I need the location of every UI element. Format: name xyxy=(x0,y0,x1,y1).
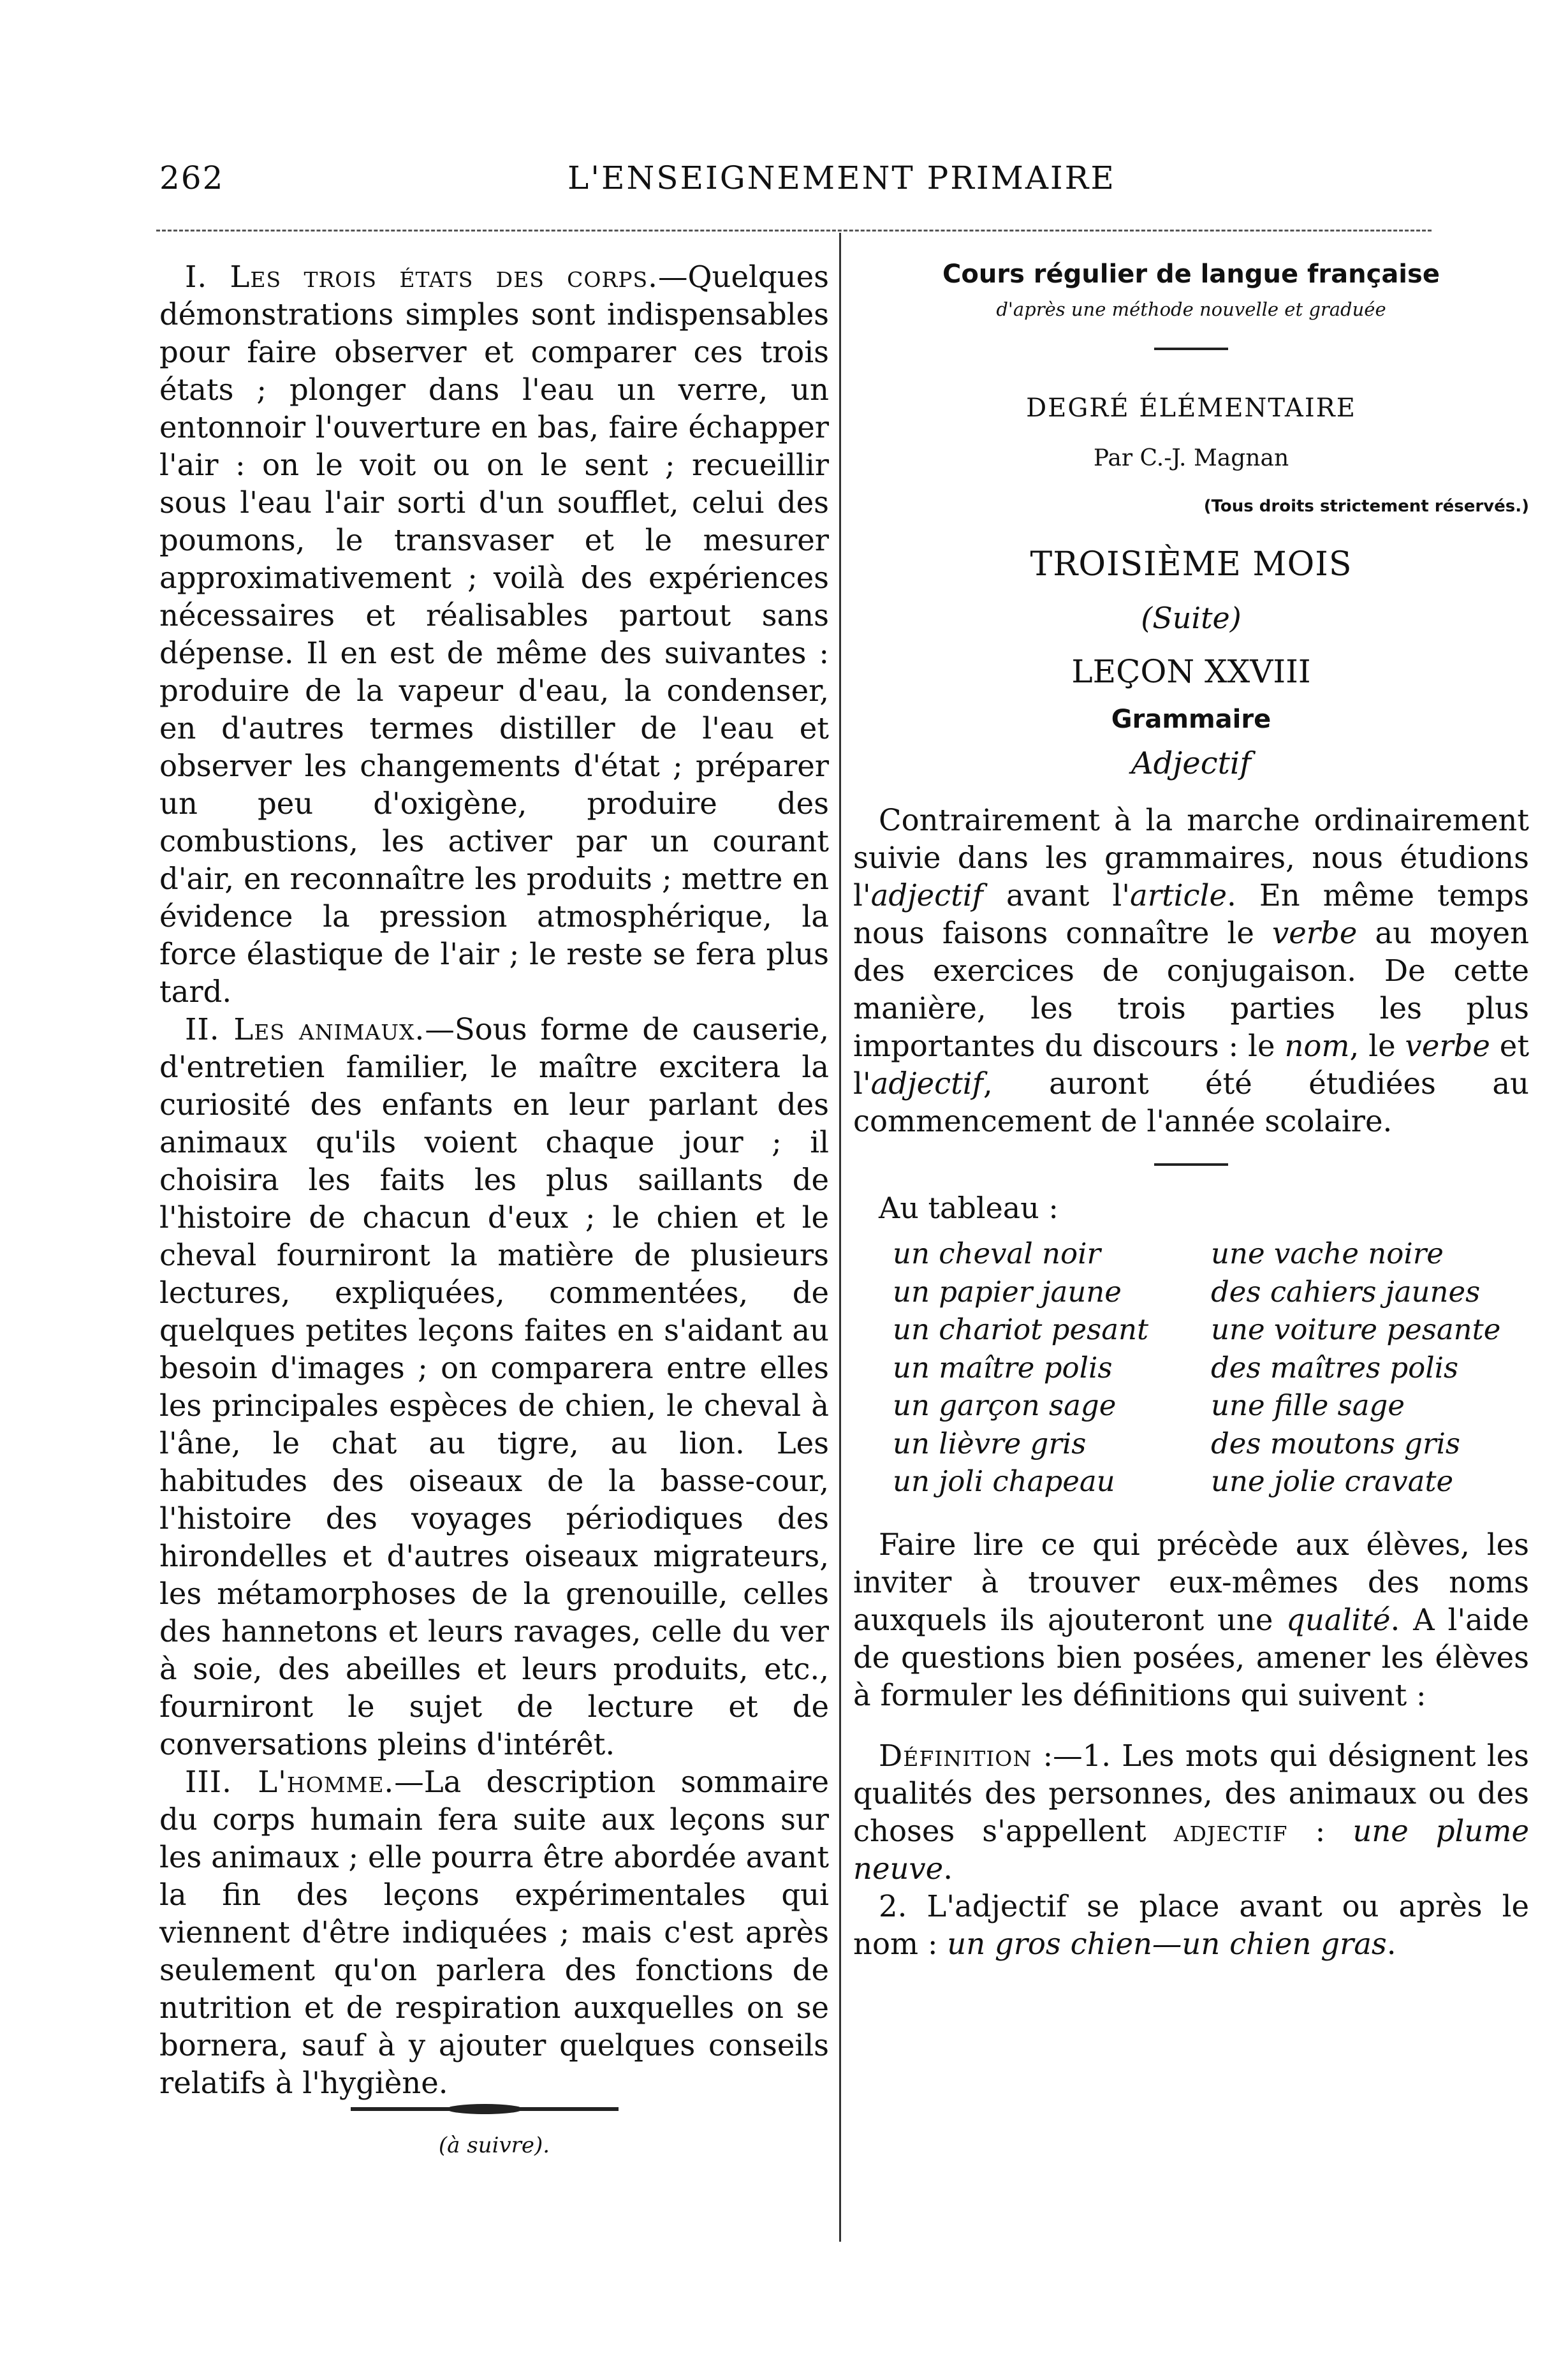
section-3-label: III. L'homme. xyxy=(185,1765,395,1799)
degree-heading: DEGRÉ ÉLÉMENTAIRE xyxy=(1026,393,1356,423)
examples-masculine-column xyxy=(893,1235,1211,1501)
section-2-text: —Sous forme de causerie, d'entretien familier, le maître excitera la curiosité des enfants en leur parlant des animaux qu'ils voient chaque jour ; il choisira les faits les plus saillants de l'histoire de chacun d'eux ; le chien et le cheval fourniront la matière de plusieurs lectures, expliquées, commentées, de quelques petites leçons faites en s'aidant au besoin d'images ; on comparera entre elles les principales espèces de chien, le cheval à l'âne, le chat au tigre, au lion. Les habitudes des oiseaux de la basse-cour, l'histoire des voyages périodiques des hirondelles et d'autres oiseaux migrateurs, les métamorphoses de la grenouille, celles des hannetons et leurs ravages, celle du ver à soie, des abeilles et leurs produits, etc., fourniront le sujet de lecture et de conversations pleins d'intérêt. xyxy=(159,1012,829,1761)
definition-2-text-2: . xyxy=(1386,1926,1396,1961)
definition-2-text: 2. L'adjectif se place avant ou après le nom : xyxy=(853,1888,1529,1961)
short-rule-2 xyxy=(1154,1163,1228,1166)
example-feminine-plural: une fille sage xyxy=(1211,1388,1405,1422)
left-column xyxy=(159,258,829,2158)
example-masculine: un chariot pesant xyxy=(893,1312,1149,1346)
column-divider xyxy=(839,233,841,2242)
example-masculine: un garçon sage xyxy=(893,1388,1117,1422)
example-masculine: un joli chapeau xyxy=(893,1464,1115,1498)
section-2-label: II. Les animaux. xyxy=(185,1012,425,1047)
lesson-heading: LEÇON XXVIII xyxy=(1071,653,1311,690)
intro-text-6: et l' xyxy=(853,1029,1530,1101)
header-rule xyxy=(156,230,1432,232)
ornament-rule xyxy=(351,2107,619,2112)
example-feminine-plural: des moutons gris xyxy=(1211,1426,1460,1460)
intro-paragraph xyxy=(853,802,1529,1140)
definition-1-text-2: : xyxy=(1287,1813,1353,1848)
example-masculine: un cheval noir xyxy=(893,1237,1101,1270)
example-feminine-plural: des cahiers jaunes xyxy=(1211,1274,1481,1309)
instructions-term-qualite: qualité xyxy=(1286,1602,1391,1637)
intro-text-1: Contrairement à la marche ordinairement suivie dans les grammaires, nous étudions l' xyxy=(853,803,1529,913)
section-3-paragraph xyxy=(159,1763,829,2102)
course-subtitle: d'après une méthode nouvelle et graduée xyxy=(996,298,1386,320)
example-feminine-plural: une vache noire xyxy=(1211,1237,1444,1270)
example-feminine-plural: une jolie cravate xyxy=(1211,1464,1454,1498)
instructions-paragraph xyxy=(853,1526,1529,1714)
instructions-text-2: . A l'aide de questions bien posées, amener les élèves à formuler les définitions qui suivent : xyxy=(853,1602,1529,1712)
definition-1-example: une plume neuve xyxy=(853,1813,1529,1886)
intro-text-7: , auront été étudiées au commencement de l'année scolaire. xyxy=(853,1066,1529,1138)
example-masculine: un papier jaune xyxy=(893,1274,1122,1309)
example-masculine: un maître polis xyxy=(893,1350,1113,1385)
right-column xyxy=(853,258,1529,1963)
definition-1-text-3: . xyxy=(943,1851,953,1886)
definition-1-text: :—1. Les mots qui désignent les qualités des personnes, des animaux ou des choses s'appellent xyxy=(853,1738,1529,1848)
example-feminine-plural: une voiture pesante xyxy=(1211,1312,1501,1346)
example-feminine-plural: des maîtres polis xyxy=(1211,1350,1459,1385)
intro-text-3: . En même temps nous faisons connaître le xyxy=(853,878,1529,950)
intro-text-4: au moyen des exercices de conjugaison. De cette manière, les trois parties les plus importantes du discours : le xyxy=(853,916,1529,1063)
instructions-text-1: Faire lire ce qui précède aux élèves, les inviter à trouver eux-mêmes des noms auxquels ils ajouteront une xyxy=(853,1527,1529,1637)
examples-feminine-plural-column xyxy=(1211,1235,1529,1501)
intro-term-adjectif: adjectif xyxy=(870,878,983,913)
definition-label: Définition xyxy=(879,1738,1032,1773)
examples-table xyxy=(893,1235,1529,1501)
section-2-paragraph xyxy=(159,1011,829,1763)
example-masculine: un lièvre gris xyxy=(893,1426,1087,1460)
definition-1-term: adjectif xyxy=(1173,1813,1288,1848)
au-tableau-label: Au tableau : xyxy=(879,1191,1059,1225)
section-1-paragraph xyxy=(159,258,829,1011)
course-title: Cours régulier de langue française xyxy=(942,260,1440,289)
rights-notice: (Tous droits strictement réservés.) xyxy=(1203,497,1529,516)
definition-2 xyxy=(853,1888,1529,1963)
intro-text-2: avant l' xyxy=(983,878,1131,913)
intro-text-5: , le xyxy=(1349,1029,1405,1063)
definition-1 xyxy=(853,1737,1529,1888)
section-1-label: I. Les trois états des corps. xyxy=(185,260,658,294)
intro-term-verbe: verbe xyxy=(1271,916,1358,950)
intro-term-verbe-2: verbe xyxy=(1405,1029,1490,1063)
intro-term-article: article xyxy=(1130,878,1227,913)
page-number: 262 xyxy=(159,159,224,196)
page-header xyxy=(159,159,1447,210)
month-heading: TROISIÈME MOIS xyxy=(1030,545,1352,584)
intro-term-nom: nom xyxy=(1284,1029,1350,1063)
running-title: L'ENSEIGNEMENT PRIMAIRE xyxy=(568,159,1116,196)
to-be-continued: (à suivre). xyxy=(438,2133,550,2158)
section-1-text: —Quelques démonstrations simples sont indispensables pour faire observer et comparer ces trois états ; plonger dans l'eau un verre, un entonnoir l'ouverture en bas, faire échapper l'air : on le voit ou on le sent ; recueillir sous l'eau l'air sorti d'un soufflet, celui des poumons, le transvaser et le mesurer approximativement ; voilà des expériences nécessaires et réalisables partout sans dépense. Il en est de même des suivantes : produire de la vapeur d'eau, la condenser, en d'autres termes distiller de l'eau et observer les changements d'état ; préparer un peu d'oxigène, produire des combustions, les activer par un courant d'air, en reconnaître les produits ; mettre en évidence la pression atmosphérique, la force élastique de l'air ; le reste se fera plus tard. xyxy=(159,260,829,1009)
suite-label: (Suite) xyxy=(1141,601,1242,635)
short-rule xyxy=(1154,348,1228,350)
definition-2-example: un gros chien—un chien gras xyxy=(947,1926,1387,1961)
author-line: Par C.-J. Magnan xyxy=(1093,445,1289,471)
section-3-text: —La description sommaire du corps humain fera suite aux leçons sur les animaux ; elle pourra être abordée avant la fin des leçons expérimentales qui viennent d'être indiquées ; mais c'est après seulement qu'on parlera des fonctions de nutrition et de respiration auxquelles on se bornera, sauf à y ajouter quelques conseils relatifs à l'hygiène. xyxy=(159,1765,829,2100)
subject-heading: Grammaire xyxy=(1111,705,1271,734)
intro-term-adjectif-2: adjectif xyxy=(870,1066,983,1101)
topic-heading: Adjectif xyxy=(1131,746,1251,781)
